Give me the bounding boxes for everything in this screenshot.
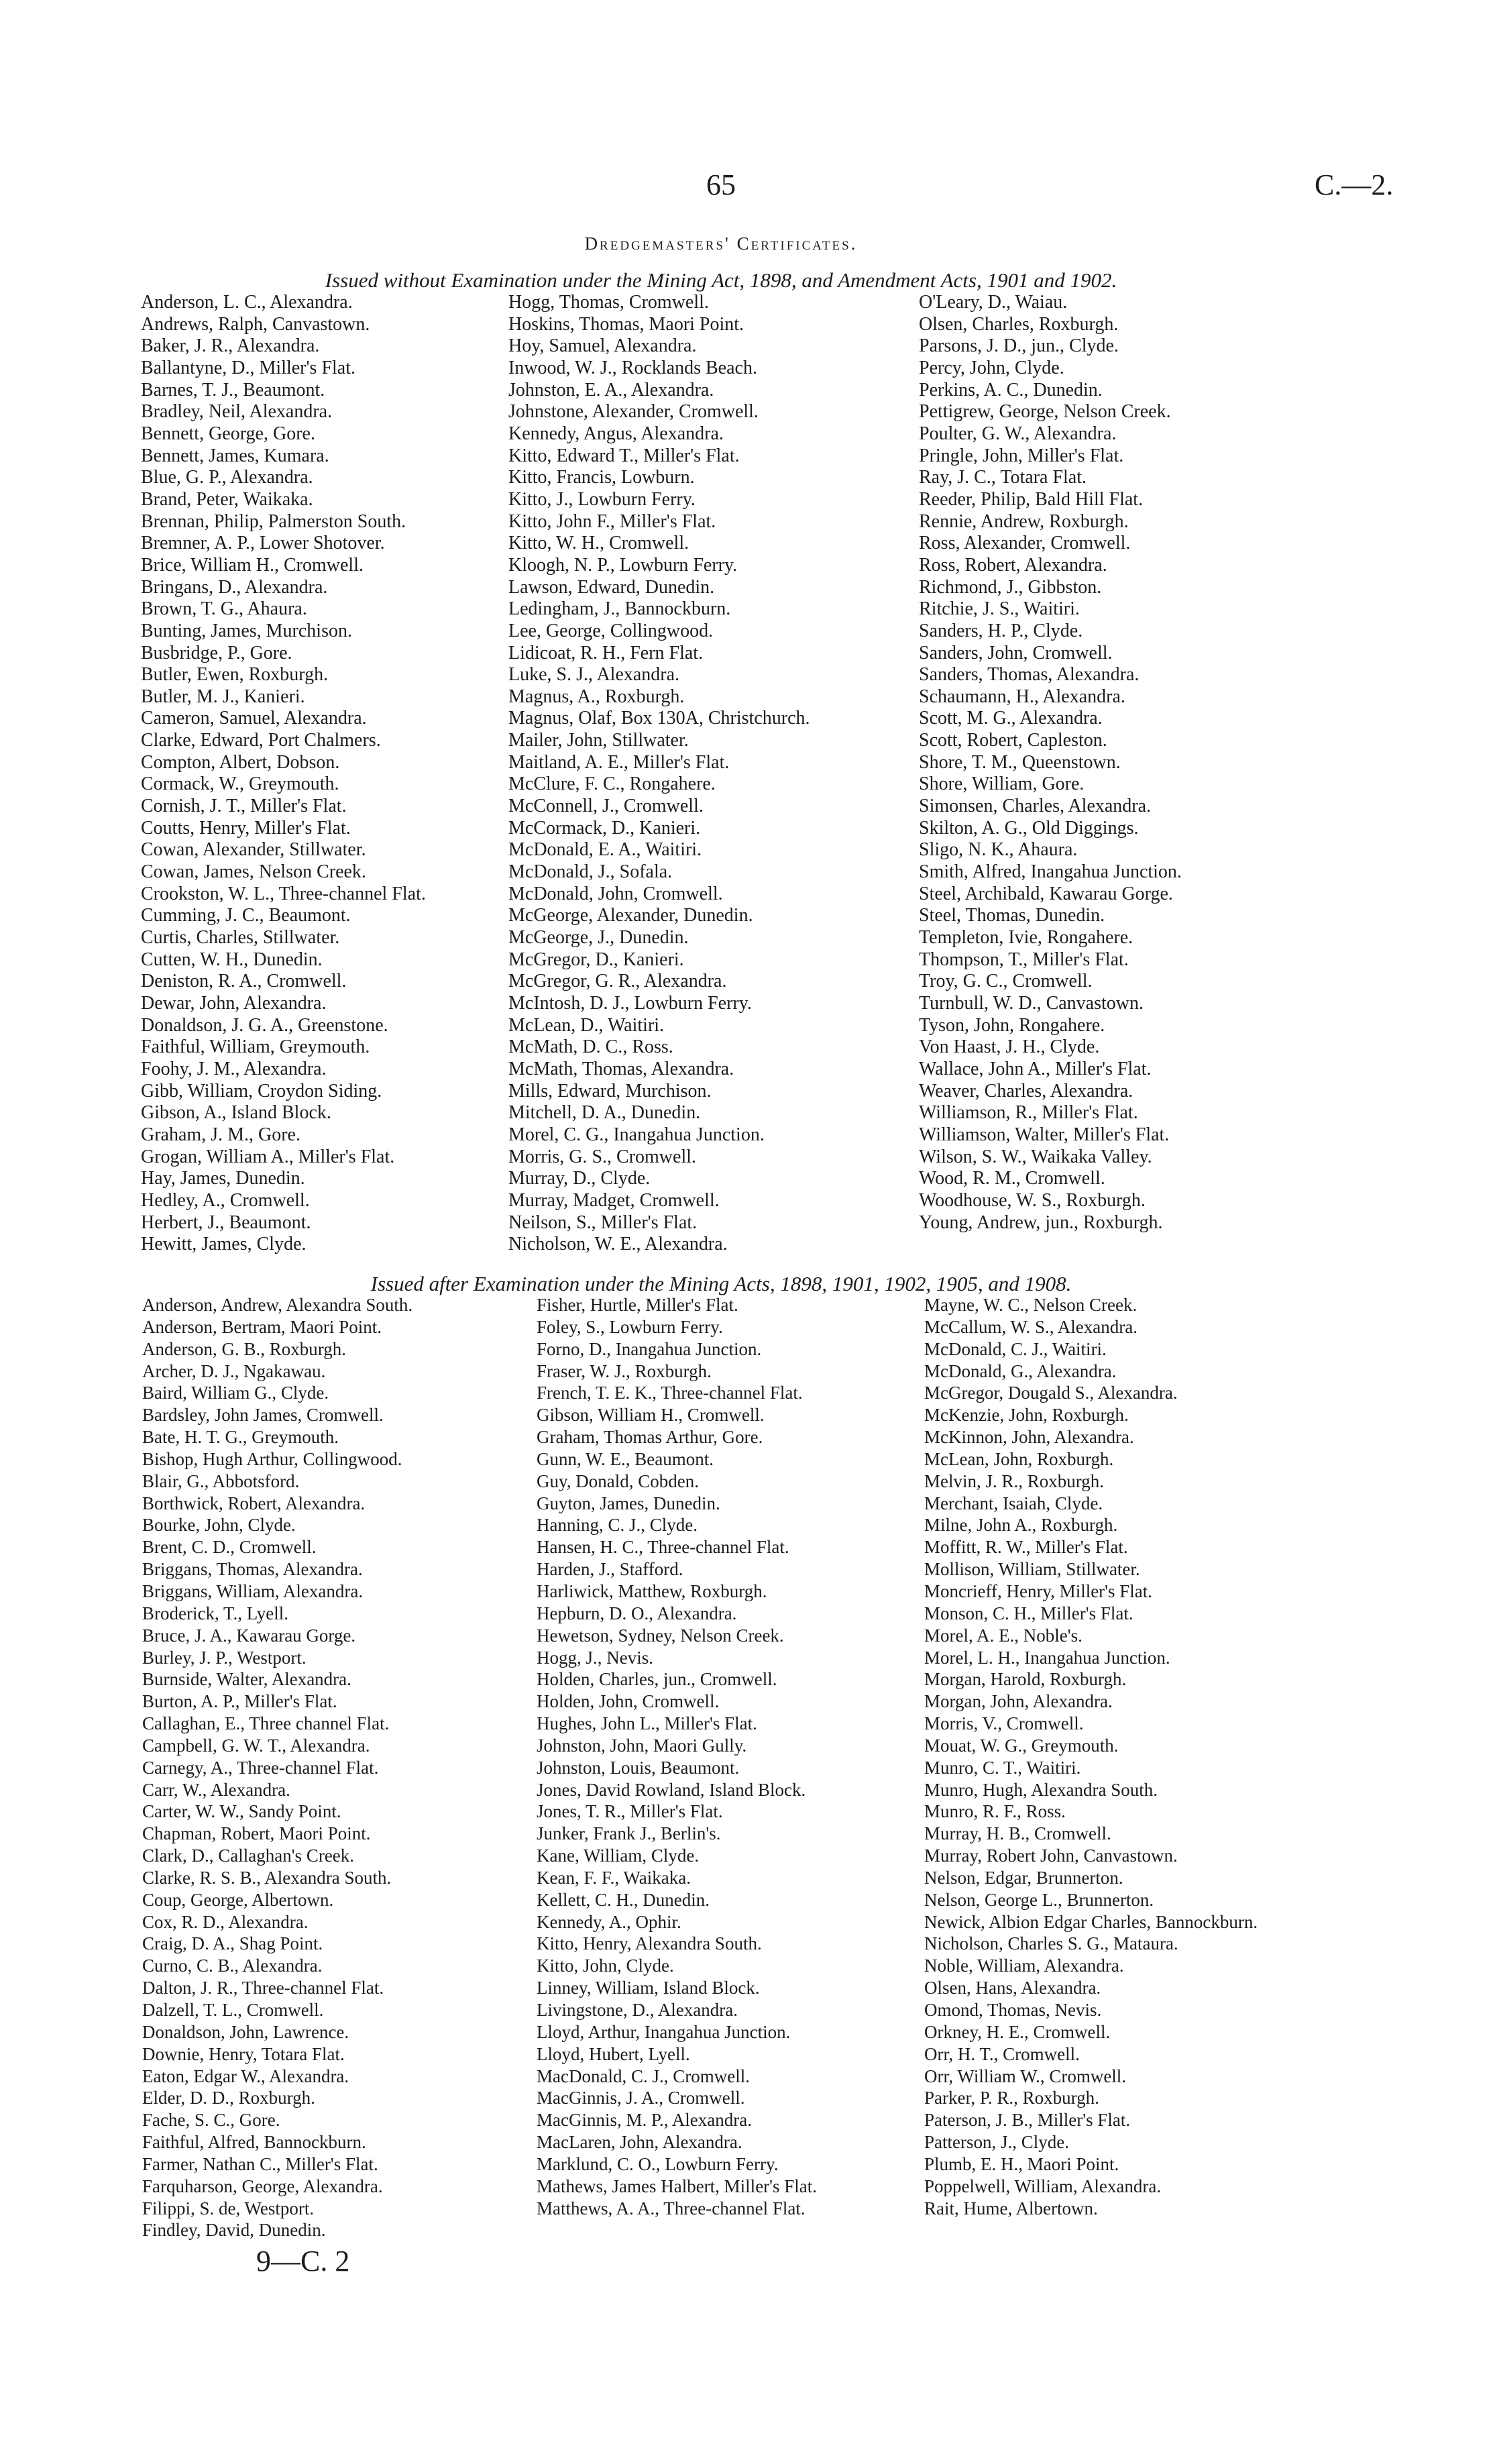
list-item: Templeton, Ivie, Rongahere. [919, 927, 1133, 949]
list-item: Gibb, William, Croydon Siding. [141, 1080, 382, 1102]
list-item: Murray, Robert John, Canvastown. [924, 1845, 1178, 1866]
list-item: MacLaren, John, Alexandra. [537, 2132, 742, 2153]
list-item: Lidicoat, R. H., Fern Flat. [508, 642, 704, 663]
list-item: Johnston, E. A., Alexandra. [508, 379, 714, 400]
list-item: Wilson, S. W., Waikaka Valley. [919, 1146, 1152, 1167]
list-item: Brennan, Philip, Palmerston South. [141, 511, 406, 532]
list-item: Kitto, John, Clyde. [537, 1956, 674, 1976]
list-item: Tyson, John, Rongahere. [919, 1014, 1105, 1036]
list-item: Ross, Robert, Alexandra. [919, 554, 1107, 576]
list-item: Mouat, W. G., Greymouth. [924, 1735, 1119, 1756]
list-item: Luke, S. J., Alexandra. [508, 664, 680, 686]
list-item: Sanders, John, Cromwell. [919, 642, 1113, 663]
list-item: Kitto, Francis, Lowburn. [508, 467, 695, 488]
list-item: Shore, William, Gore. [919, 773, 1085, 795]
list-item: Cumming, J. C., Beaumont. [141, 905, 351, 926]
list-item: Schaumann, H., Alexandra. [919, 686, 1125, 707]
list-item: Troy, G. C., Cromwell. [919, 971, 1093, 992]
list-item: Thompson, T., Miller's Flat. [919, 949, 1129, 970]
list-item: MacGinnis, M. P., Alexandra. [537, 2110, 752, 2131]
list-item: McIntosh, D. J., Lowburn Ferry. [508, 993, 752, 1014]
list-item: Parker, P. R., Roxburgh. [924, 2088, 1099, 2108]
list-item: Murray, Madget, Cromwell. [508, 1189, 720, 1211]
list-item: Maitland, A. E., Miller's Flat. [508, 751, 730, 773]
list-item: Borthwick, Robert, Alexandra. [142, 1493, 366, 1513]
list-item: McDonald, John, Cromwell. [508, 883, 723, 904]
list-item: Anderson, L. C., Alexandra. [141, 292, 353, 313]
list-item: Wallace, John A., Miller's Flat. [919, 1058, 1152, 1079]
list-item: Kennedy, Angus, Alexandra. [508, 423, 724, 444]
name-column [141, 292, 516, 1256]
list-item: Findley, David, Dunedin. [142, 2220, 326, 2241]
list-item: Carr, W., Alexandra. [142, 1779, 290, 1800]
list-item: Steel, Archibald, Kawarau Gorge. [919, 883, 1173, 904]
list-item: McMath, Thomas, Alexandra. [508, 1058, 734, 1079]
list-item: Burnside, Walter, Alexandra. [142, 1669, 351, 1690]
list-item: Sanders, H. P., Clyde. [919, 620, 1083, 641]
list-item: Farquharson, George, Alexandra. [142, 2176, 383, 2196]
list-item: Murray, D., Clyde. [508, 1168, 651, 1189]
page-number: 65 [706, 168, 736, 201]
list-item: Simonsen, Charles, Alexandra. [919, 796, 1152, 817]
list-item: Curno, C. B., Alexandra. [142, 1956, 323, 1976]
list-item: Bringans, D., Alexandra. [141, 576, 328, 598]
list-item: Nelson, George L., Brunnerton. [924, 1889, 1154, 1910]
list-item: Patterson, J., Clyde. [924, 2132, 1069, 2153]
list-item: Munro, C. T., Waitiri. [924, 1757, 1081, 1778]
list-item: Livingstone, D., Alexandra. [537, 2000, 738, 2020]
list-item: Cutten, W. H., Dunedin. [141, 949, 323, 970]
list-item: Coutts, Henry, Miller's Flat. [141, 817, 351, 839]
list-item: Hogg, J., Nevis. [537, 1647, 653, 1668]
list-item: Jones, T. R., Miller's Flat. [537, 1801, 723, 1822]
list-item: Dewar, John, Alexandra. [141, 993, 327, 1014]
list-item: Anderson, G. B., Roxburgh. [142, 1338, 347, 1359]
list-item: Downie, Henry, Totara Flat. [142, 2043, 345, 2064]
list-item: McClure, F. C., Rongahere. [508, 773, 716, 795]
list-item: Omond, Thomas, Nevis. [924, 2000, 1102, 2020]
list-item: Ritchie, J. S., Waitiri. [919, 598, 1080, 620]
list-item: MacGinnis, J. A., Cromwell. [537, 2088, 745, 2108]
list-item: Jones, David Rowland, Island Block. [537, 1779, 806, 1800]
list-item: French, T. E. K., Three-channel Flat. [537, 1383, 803, 1403]
list-item: Percy, John, Clyde. [919, 357, 1064, 378]
list-item: McLean, D., Waitiri. [508, 1014, 665, 1036]
list-item: Blue, G. P., Alexandra. [141, 467, 313, 488]
list-item: Baker, J. R., Alexandra. [141, 335, 320, 357]
list-item: Hewetson, Sydney, Nelson Creek. [537, 1625, 784, 1646]
list-item: Faithful, William, Greymouth. [141, 1036, 370, 1058]
list-item: Cameron, Samuel, Alexandra. [141, 708, 367, 729]
list-item: Hoskins, Thomas, Maori Point. [508, 313, 744, 335]
list-item: Butler, M. J., Kanieri. [141, 686, 305, 707]
list-item: Busbridge, P., Gore. [141, 642, 292, 663]
list-item: Mailer, John, Stillwater. [508, 730, 689, 751]
list-item: Bremner, A. P., Lower Shotover. [141, 533, 385, 554]
list-item: Carnegy, A., Three-channel Flat. [142, 1757, 379, 1778]
name-column [508, 292, 924, 1256]
list-item: Curtis, Charles, Stillwater. [141, 927, 340, 949]
list-item: McGregor, Dougald S., Alexandra. [924, 1383, 1178, 1403]
list-item: Hansen, H. C., Three-channel Flat. [537, 1537, 789, 1558]
list-item: Newick, Albion Edgar Charles, Bannockburn. [924, 1911, 1258, 1932]
list-item: McCallum, W. S., Alexandra. [924, 1316, 1138, 1337]
list-item: Craig, D. A., Shag Point. [142, 1933, 323, 1954]
list-item: Hughes, John L., Miller's Flat. [537, 1713, 757, 1734]
list-item: Kennedy, A., Ophir. [537, 1911, 681, 1932]
list-item: Williamson, R., Miller's Flat. [919, 1102, 1138, 1124]
list-item: Bate, H. T. G., Greymouth. [142, 1427, 339, 1448]
list-item: Burton, A. P., Miller's Flat. [142, 1691, 337, 1712]
list-item: Inwood, W. J., Rocklands Beach. [508, 357, 757, 378]
list-item: Archer, D. J., Ngakawau. [142, 1360, 326, 1381]
list-item: Steel, Thomas, Dunedin. [919, 905, 1105, 926]
list-item: Compton, Albert, Dobson. [141, 751, 340, 773]
list-item: Morgan, John, Alexandra. [924, 1691, 1113, 1712]
list-item: Perkins, A. C., Dunedin. [919, 379, 1103, 400]
list-item: Scott, M. G., Alexandra. [919, 708, 1103, 729]
list-item: Orr, H. T., Cromwell. [924, 2043, 1080, 2064]
list-item: Briggans, William, Alexandra. [142, 1581, 364, 1601]
list-item: Gibson, William H., Cromwell. [537, 1405, 765, 1426]
list-item: Guy, Donald, Cobden. [537, 1470, 699, 1491]
list-item: Anderson, Bertram, Maori Point. [142, 1316, 382, 1337]
list-item: Mayne, W. C., Nelson Creek. [924, 1295, 1138, 1315]
list-item: Dalzell, T. L., Cromwell. [142, 2000, 324, 2020]
list-item: Kitto, Henry, Alexandra South. [537, 1933, 762, 1954]
list-item: Ballantyne, D., Miller's Flat. [141, 357, 356, 378]
list-item: Kellett, C. H., Dunedin. [537, 1889, 710, 1910]
list-item: Deniston, R. A., Cromwell. [141, 971, 347, 992]
list-item: Olsen, Charles, Roxburgh. [919, 313, 1119, 335]
list-item: Plumb, E. H., Maori Point. [924, 2153, 1119, 2174]
list-item: Moffitt, R. W., Miller's Flat. [924, 1537, 1128, 1558]
list-item: Harden, J., Stafford. [537, 1559, 683, 1580]
list-item: Sligo, N. K., Ahaura. [919, 839, 1078, 861]
list-item: Morel, L. H., Inangahua Junction. [924, 1647, 1170, 1668]
list-item: Scott, Robert, Capleston. [919, 730, 1107, 751]
list-item: Herbert, J., Beaumont. [141, 1212, 311, 1233]
list-item: Hepburn, D. O., Alexandra. [537, 1603, 737, 1623]
list-item: Smith, Alfred, Inangahua Junction. [919, 861, 1182, 883]
list-item: McGeorge, Alexander, Dunedin. [508, 905, 753, 926]
list-item: Baird, William G., Clyde. [142, 1383, 329, 1403]
list-item: Hedley, A., Cromwell. [141, 1189, 310, 1211]
list-item: Hanning, C. J., Clyde. [537, 1515, 698, 1536]
section-heading-after-examination: Issued after Examination under the Mining Acts, 1898, 1901, 1902, 1905, and 1908. [370, 1272, 1072, 1295]
list-item: Magnus, Olaf, Box 130A, Christchurch. [508, 708, 810, 729]
list-item: Noble, William, Alexandra. [924, 1956, 1124, 1976]
list-item: Nelson, Edgar, Brunnerton. [924, 1867, 1123, 1888]
list-item: Grogan, William A., Miller's Flat. [141, 1146, 395, 1167]
list-item: Monson, C. H., Miller's Flat. [924, 1603, 1133, 1623]
list-item: Kitto, J., Lowburn Ferry. [508, 488, 696, 510]
list-item: Poppelwell, William, Alexandra. [924, 2176, 1162, 2196]
list-item: Cormack, W., Greymouth. [141, 773, 339, 795]
list-item: Bunting, James, Murchison. [141, 620, 352, 641]
list-item: Kitto, John F., Miller's Flat. [508, 511, 716, 532]
list-item: Kitto, Edward T., Miller's Flat. [508, 445, 740, 466]
list-item: Harliwick, Matthew, Roxburgh. [537, 1581, 767, 1601]
list-item: Campbell, G. W. T., Alexandra. [142, 1735, 370, 1756]
name-column [924, 1294, 1313, 2219]
list-item: Clarke, Edward, Port Chalmers. [141, 730, 381, 751]
list-item: Ledingham, J., Bannockburn. [508, 598, 731, 620]
list-item: Holden, John, Cromwell. [537, 1691, 720, 1712]
list-item: McKenzie, John, Roxburgh. [924, 1405, 1129, 1426]
list-item: McDonald, E. A., Waitiri. [508, 839, 702, 861]
list-item: Eaton, Edgar W., Alexandra. [142, 2066, 349, 2086]
list-item: Kitto, W. H., Cromwell. [508, 533, 689, 554]
list-item: Fache, S. C., Gore. [142, 2110, 280, 2131]
list-item: Morel, A. E., Noble's. [924, 1625, 1083, 1646]
list-item: Fisher, Hurtle, Miller's Flat. [537, 1295, 738, 1315]
list-item: Pettigrew, George, Nelson Creek. [919, 401, 1171, 423]
list-item: Graham, Thomas Arthur, Gore. [537, 1427, 763, 1448]
list-item: Wood, R. M., Cromwell. [919, 1168, 1105, 1189]
list-item: Cornish, J. T., Miller's Flat. [141, 796, 347, 817]
list-item: Olsen, Hans, Alexandra. [924, 1978, 1101, 1998]
list-item: Marklund, C. O., Lowburn Ferry. [537, 2153, 779, 2174]
list-item: McLean, John, Roxburgh. [924, 1448, 1114, 1469]
list-item: O'Leary, D., Waiau. [919, 292, 1068, 313]
list-item: Murray, H. B., Cromwell. [924, 1823, 1111, 1844]
list-item: Hay, James, Dunedin. [141, 1168, 305, 1189]
list-item: Neilson, S., Miller's Flat. [508, 1212, 698, 1233]
list-item: Linney, William, Island Block. [537, 1978, 760, 1998]
list-item: Johnston, John, Maori Gully. [537, 1735, 747, 1756]
list-item: Moncrieff, Henry, Miller's Flat. [924, 1581, 1153, 1601]
list-item: Cox, R. D., Alexandra. [142, 1911, 309, 1932]
list-item: Broderick, T., Lyell. [142, 1603, 288, 1623]
list-item: McDonald, C. J., Waitiri. [924, 1338, 1107, 1359]
list-item: Lee, George, Collingwood. [508, 620, 714, 641]
list-item: Faithful, Alfred, Bannockburn. [142, 2132, 366, 2153]
list-item: Elder, D. D., Roxburgh. [142, 2088, 315, 2108]
signature-mark: 9—C. 2 [256, 2245, 350, 2278]
list-item: Sanders, Thomas, Alexandra. [919, 664, 1140, 686]
list-item: Ross, Alexander, Cromwell. [919, 533, 1131, 554]
list-item: Hewitt, James, Clyde. [141, 1234, 307, 1255]
list-item: Skilton, A. G., Old Diggings. [919, 817, 1139, 839]
list-item: Magnus, A., Roxburgh. [508, 686, 685, 707]
list-item: Dalton, J. R., Three-channel Flat. [142, 1978, 384, 1998]
list-item: McDonald, J., Sofala. [508, 861, 673, 883]
list-item: Blair, G., Abbotsford. [142, 1470, 300, 1491]
list-item: Brent, C. D., Cromwell. [142, 1537, 317, 1558]
list-item: Donaldson, J. G. A., Greenstone. [141, 1014, 388, 1036]
list-item: Gibson, A., Island Block. [141, 1102, 331, 1124]
list-item: Nicholson, Charles S. G., Mataura. [924, 1933, 1178, 1954]
list-item: Burley, J. P., Westport. [142, 1647, 307, 1668]
list-item: Guyton, James, Dunedin. [537, 1493, 720, 1513]
list-item: Bourke, John, Clyde. [142, 1515, 296, 1536]
list-item: Clark, D., Callaghan's Creek. [142, 1845, 355, 1866]
list-item: Parsons, J. D., jun., Clyde. [919, 335, 1119, 357]
list-item: McGregor, G. R., Alexandra. [508, 971, 727, 992]
list-item: McConnell, J., Cromwell. [508, 796, 704, 817]
list-item: Kloogh, N. P., Lowburn Ferry. [508, 554, 738, 576]
list-item: Lloyd, Hubert, Lyell. [537, 2043, 690, 2064]
list-item: McGeorge, J., Dunedin. [508, 927, 689, 949]
list-item: Johnston, Louis, Beaumont. [537, 1757, 740, 1778]
list-item: Fraser, W. J., Roxburgh. [537, 1360, 712, 1381]
list-item: Gunn, W. E., Beaumont. [537, 1448, 714, 1469]
list-item: Anderson, Andrew, Alexandra South. [142, 1295, 413, 1315]
list-item: Orr, William W., Cromwell. [924, 2066, 1127, 2086]
list-item: Mathews, James Halbert, Miller's Flat. [537, 2176, 818, 2196]
list-item: Bennett, George, Gore. [141, 423, 315, 444]
list-item: McGregor, D., Kanieri. [508, 949, 684, 970]
list-item: Melvin, J. R., Roxburgh. [924, 1470, 1105, 1491]
list-item: Reeder, Philip, Bald Hill Flat. [919, 488, 1144, 510]
list-item: Orkney, H. E., Cromwell. [924, 2021, 1111, 2042]
list-item: Morris, G. S., Cromwell. [508, 1146, 696, 1167]
list-item: Carter, W. W., Sandy Point. [142, 1801, 341, 1822]
list-item: Mollison, William, Stillwater. [924, 1559, 1140, 1580]
name-column [537, 1294, 926, 2219]
list-item: Turnbull, W. D., Canvastown. [919, 993, 1144, 1014]
list-item: Bishop, Hugh Arthur, Collingwood. [142, 1448, 402, 1469]
list-item: Morris, V., Cromwell. [924, 1713, 1084, 1734]
list-item: Hoy, Samuel, Alexandra. [508, 335, 697, 357]
list-item: Munro, R. F., Ross. [924, 1801, 1066, 1822]
list-item: McCormack, D., Kanieri. [508, 817, 701, 839]
list-item: Williamson, Walter, Miller's Flat. [919, 1124, 1170, 1145]
list-item: Bardsley, John James, Cromwell. [142, 1405, 384, 1426]
list-item: Weaver, Charles, Alexandra. [919, 1080, 1133, 1102]
list-item: Andrews, Ralph, Canvastown. [141, 313, 370, 335]
list-item: Kane, William, Clyde. [537, 1845, 700, 1866]
name-column [142, 1294, 538, 2241]
list-item: Merchant, Isaiah, Clyde. [924, 1493, 1103, 1513]
list-item: Kean, F. F., Waikaka. [537, 1867, 691, 1888]
section-heading-without-examination: Issued without Examination under the Mining Act, 1898, and Amendment Acts, 1901 and 1902. [325, 268, 1117, 292]
list-item: Filippi, S. de, Westport. [142, 2198, 315, 2218]
list-item: Milne, John A., Roxburgh. [924, 1515, 1118, 1536]
page-title: Dredgemasters' Certificates. [584, 233, 858, 254]
list-item: Woodhouse, W. S., Roxburgh. [919, 1189, 1146, 1211]
list-item: Paterson, J. B., Miller's Flat. [924, 2110, 1131, 2131]
list-item: Bruce, J. A., Kawarau Gorge. [142, 1625, 356, 1646]
name-column [919, 292, 1335, 1234]
list-item: Butler, Ewen, Roxburgh. [141, 664, 329, 686]
list-item: Cowan, Alexander, Stillwater. [141, 839, 366, 861]
list-item: Young, Andrew, jun., Roxburgh. [919, 1212, 1163, 1233]
list-item: Mitchell, D. A., Dunedin. [508, 1102, 701, 1124]
list-item: Crookston, W. L., Three-channel Flat. [141, 883, 426, 904]
list-item: MacDonald, C. J., Cromwell. [537, 2066, 750, 2086]
list-item: Rait, Hume, Albertown. [924, 2198, 1098, 2218]
list-item: Morgan, Harold, Roxburgh. [924, 1669, 1127, 1690]
list-item: Brice, William H., Cromwell. [141, 554, 364, 576]
list-item: Junker, Frank J., Berlin's. [537, 1823, 721, 1844]
list-item: McDonald, G., Alexandra. [924, 1360, 1117, 1381]
list-item: Graham, J. M., Gore. [141, 1124, 300, 1145]
list-item: Lawson, Edward, Dunedin. [508, 576, 715, 598]
list-item: Shore, T. M., Queenstown. [919, 751, 1121, 773]
list-item: Von Haast, J. H., Clyde. [919, 1036, 1100, 1058]
list-item: Morel, C. G., Inangahua Junction. [508, 1124, 765, 1145]
list-item: Pringle, John, Miller's Flat. [919, 445, 1124, 466]
list-item: Munro, Hugh, Alexandra South. [924, 1779, 1158, 1800]
list-item: Hogg, Thomas, Cromwell. [508, 292, 709, 313]
list-item: Rennie, Andrew, Roxburgh. [919, 511, 1129, 532]
list-item: Bradley, Neil, Alexandra. [141, 401, 333, 423]
page-reference: C.—2. [1315, 168, 1394, 201]
list-item: Clarke, R. S. B., Alexandra South. [142, 1867, 392, 1888]
list-item: Ray, J. C., Totara Flat. [919, 467, 1087, 488]
list-item: Barnes, T. J., Beaumont. [141, 379, 325, 400]
list-item: Poulter, G. W., Alexandra. [919, 423, 1117, 444]
list-item: Donaldson, John, Lawrence. [142, 2021, 349, 2042]
list-item: Mills, Edward, Murchison. [508, 1080, 712, 1102]
list-item: Foley, S., Lowburn Ferry. [537, 1316, 723, 1337]
list-item: Brand, Peter, Waikaka. [141, 488, 313, 510]
list-item: Callaghan, E., Three channel Flat. [142, 1713, 390, 1734]
list-item: Lloyd, Arthur, Inangahua Junction. [537, 2021, 791, 2042]
list-item: Farmer, Nathan C., Miller's Flat. [142, 2153, 378, 2174]
list-item: Richmond, J., Gibbston. [919, 576, 1102, 598]
list-item: Chapman, Robert, Maori Point. [142, 1823, 371, 1844]
list-item: Matthews, A. A., Three-channel Flat. [537, 2198, 806, 2218]
list-item: Cowan, James, Nelson Creek. [141, 861, 366, 883]
list-item: Foohy, J. M., Alexandra. [141, 1058, 327, 1079]
list-item: Brown, T. G., Ahaura. [141, 598, 307, 620]
list-item: Nicholson, W. E., Alexandra. [508, 1234, 728, 1255]
list-item: Holden, Charles, jun., Cromwell. [537, 1669, 777, 1690]
list-item: Johnstone, Alexander, Cromwell. [508, 401, 759, 423]
list-item: Coup, George, Albertown. [142, 1889, 334, 1910]
list-item: McMath, D. C., Ross. [508, 1036, 673, 1058]
list-item: McKinnon, John, Alexandra. [924, 1427, 1134, 1448]
list-item: Bennett, James, Kumara. [141, 445, 329, 466]
list-item: Forno, D., Inangahua Junction. [537, 1338, 762, 1359]
list-item: Briggans, Thomas, Alexandra. [142, 1559, 363, 1580]
